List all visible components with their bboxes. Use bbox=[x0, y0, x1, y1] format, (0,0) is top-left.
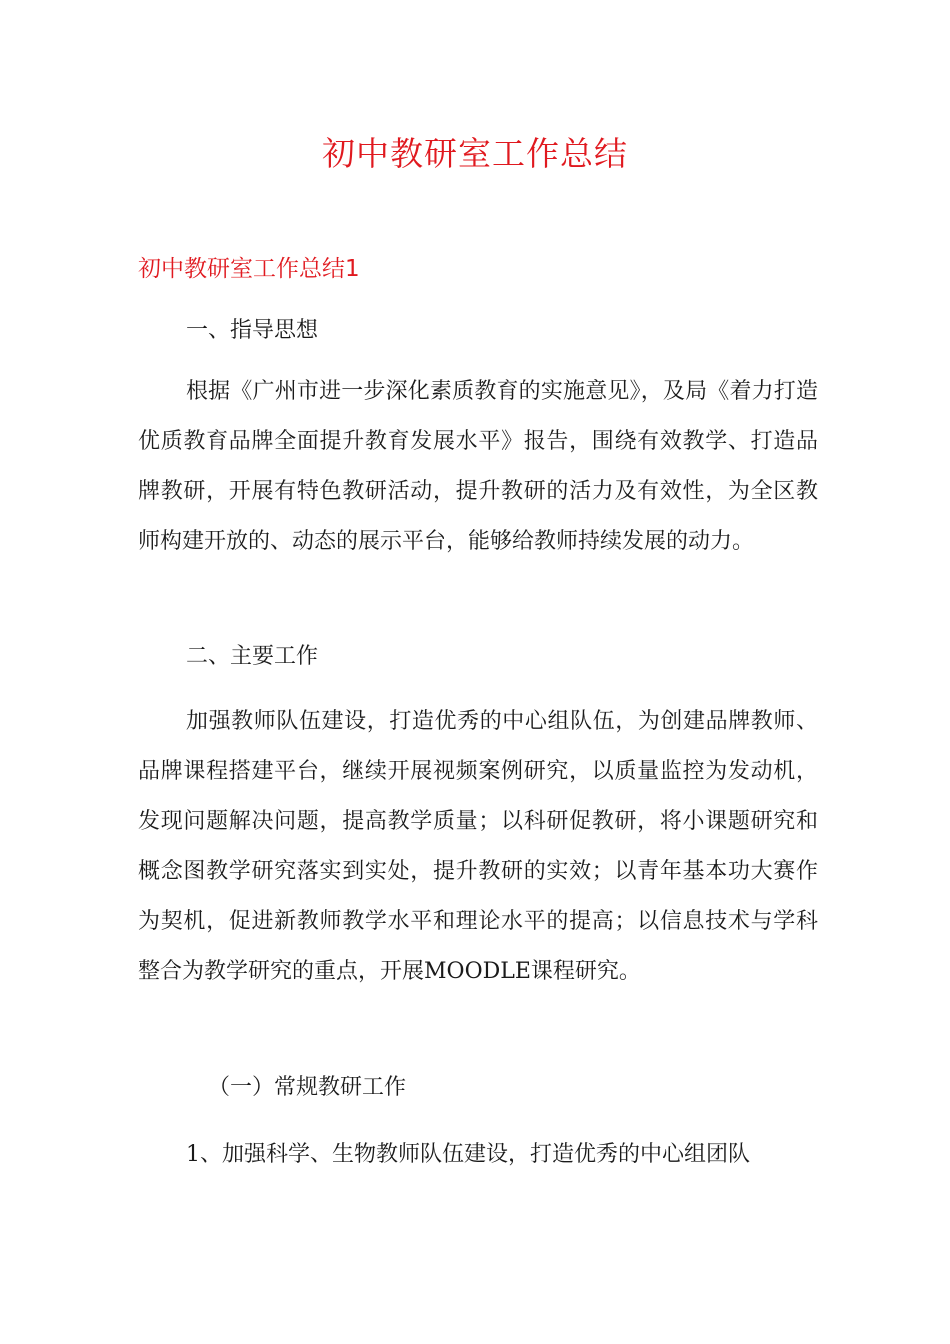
heading-main-work: 二、主要工作 bbox=[186, 644, 319, 669]
section-heading: 初中教研室工作总结1 bbox=[138, 256, 360, 282]
paragraph-main-work: 加强教师队伍建设，打造优秀的中心组队伍，为创建品牌教师、品牌课程搭建平台，继续开展视频案例研究，以质量监控为发动机，发现问题解决问题，提高教学质量；以科研促教研，将小课题研究和概念图教学研究落实到实处，提升教研的实效；以青年基本功大赛作为契机，促进新教师教学水平和理论水平的提高；以信息技术与学科整合为教学研究的重点，开展MOODLE课程研究。 bbox=[138, 709, 818, 984]
document-title: 初中教研室工作总结 bbox=[322, 134, 628, 173]
heading-routine-research: （一）常规教研工作 bbox=[208, 1075, 407, 1100]
heading-guiding-ideology: 一、指导思想 bbox=[186, 318, 319, 343]
paragraph-item-1: 1、加强科学、生物教师队伍建设，打造优秀的中心组团队 bbox=[186, 1142, 750, 1167]
paragraph-guiding-ideology: 根据《广州市进一步深化素质教育的实施意见》，及局《着力打造优质教育品牌全面提升教育发展水平》报告，围绕有效教学、打造品牌教研，开展有特色教研活动，提升教研的活力及有效性，为全区教师构建开放的、动态的展示平台，能够给教师持续发展的动力。 bbox=[138, 379, 818, 554]
